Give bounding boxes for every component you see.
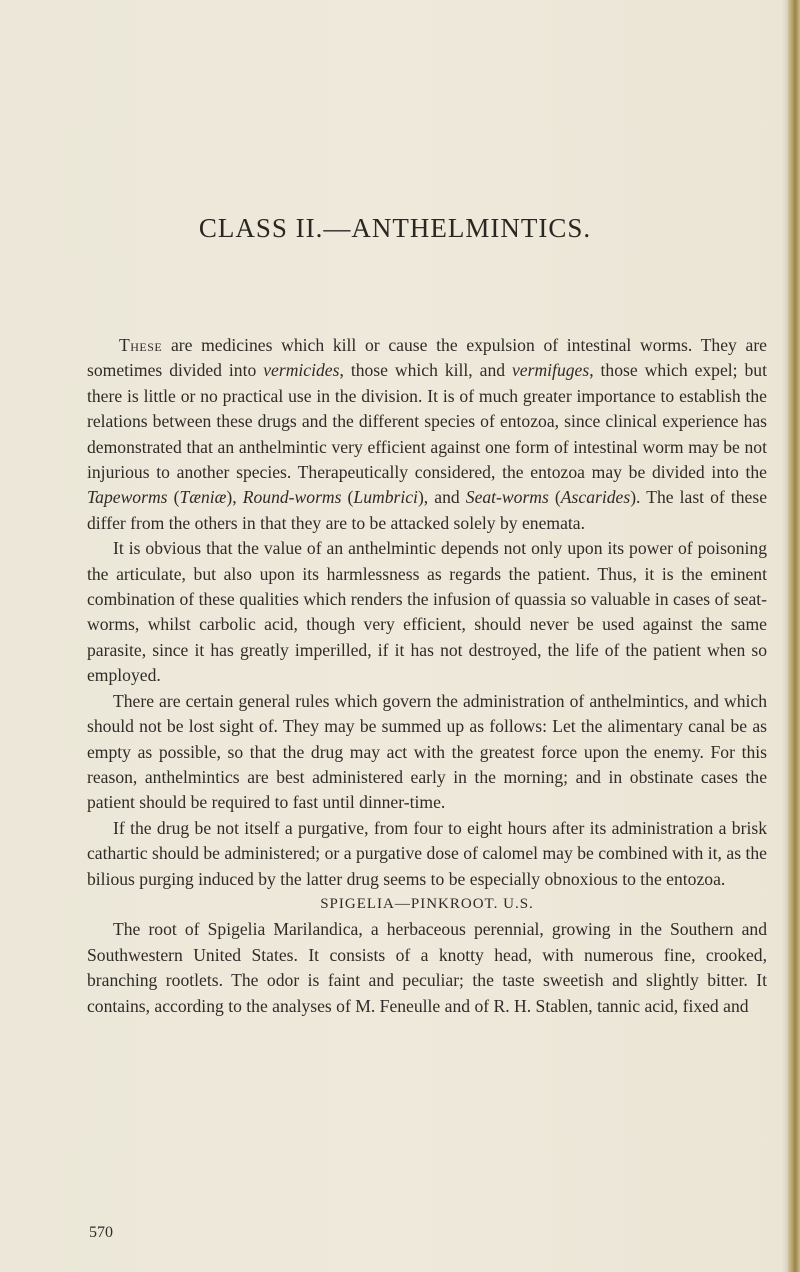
paragraph-2: It is obvious that the value of an anthelmintic depends not only upon its power of poisoning the articulate, but also upon its harmlessness as regards the patient. Thus, it is the eminent combination of these qualities which renders the infusion of quassia so valuable in cases of seat-worms, whilst carbolic acid, though very efficient, should never be used against the same parasite, since it has greatly imperilled, if it has not destroyed, the life of the patient when so employed. [87,538,767,686]
chapter-heading: CLASS II.—ANTHELMINTICS. [198,213,592,243]
term-lumbrici: Lumbrici [353,487,418,508]
paragraph-5: The root of Spigelia Marilandica, a herbaceous perennial, growing in the Southern and Southwestern United States. It consists of a knotty head, with numerous fine, crooked, branching rootlets. The odor is faint and peculiar; the taste sweetish and slightly bitter. It contains, according to the analyses of M. Feneulle and of R. H. Stablen, tannic acid, fixed and [87,919,767,1016]
term-taeniae: Tæniæ [179,487,227,508]
term-vermifuges: vermifuges [512,360,590,381]
term-seat-worms: Seat-worms [465,487,549,508]
paragraph-3: There are certain general rules which govern the administration of anthelmintics, and which should not be lost sight of. They may be summed up as follows: Let the alimentary canal be as empty as possible, so that the drug may act with the greatest force upon the enemy. For this reason, anthelmintics are best administered early in the morning; and in obstinate cases the patient should be required to fast until dinner-time. [87,690,767,813]
section-subheading: SPIGELIA—PINKROOT. U.S. [320,895,534,912]
body-text [87,333,767,1019]
paragraph-4: If the drug be not itself a purgative, from four to eight hours after its administration a brisk cathartic should be administered; or a purgative dose of calomel may be combined with it, as the bilious purging induced by the latter drug seems to be especially obnoxious to the entozoa. [87,817,767,889]
paragraph-1: These are medicines which kill or cause the expulsion of intestinal worms. They are sometimes divided into vermicides, those which kill, and vermifuges, those which expel; but there is little or no practical use in the division. It is of much greater importance to establish the relations between these drugs and the different species of entozoa, since clinical experience has demonstrated that an anthelmintic very efficient against one form of intestinal worm may be not injurious to another species. Therapeutically considered, the entozoa may be divided into the Tapeworms (Tæniæ), Round-worms (Lumbrici), and Seat-worms (Ascarides). The last of these differ from the others in that they are to be attacked solely by enemata. [87,335,768,533]
term-ascarides: Ascarides [560,487,631,508]
page-number: 570 [89,1224,113,1241]
term-round-worms: Round-worms [242,487,342,508]
term-vermicides: vermicides [263,360,340,381]
lead-word: These [119,335,163,355]
book-spine-edge [788,0,800,1272]
term-tapeworms: Tapeworms [87,487,168,508]
